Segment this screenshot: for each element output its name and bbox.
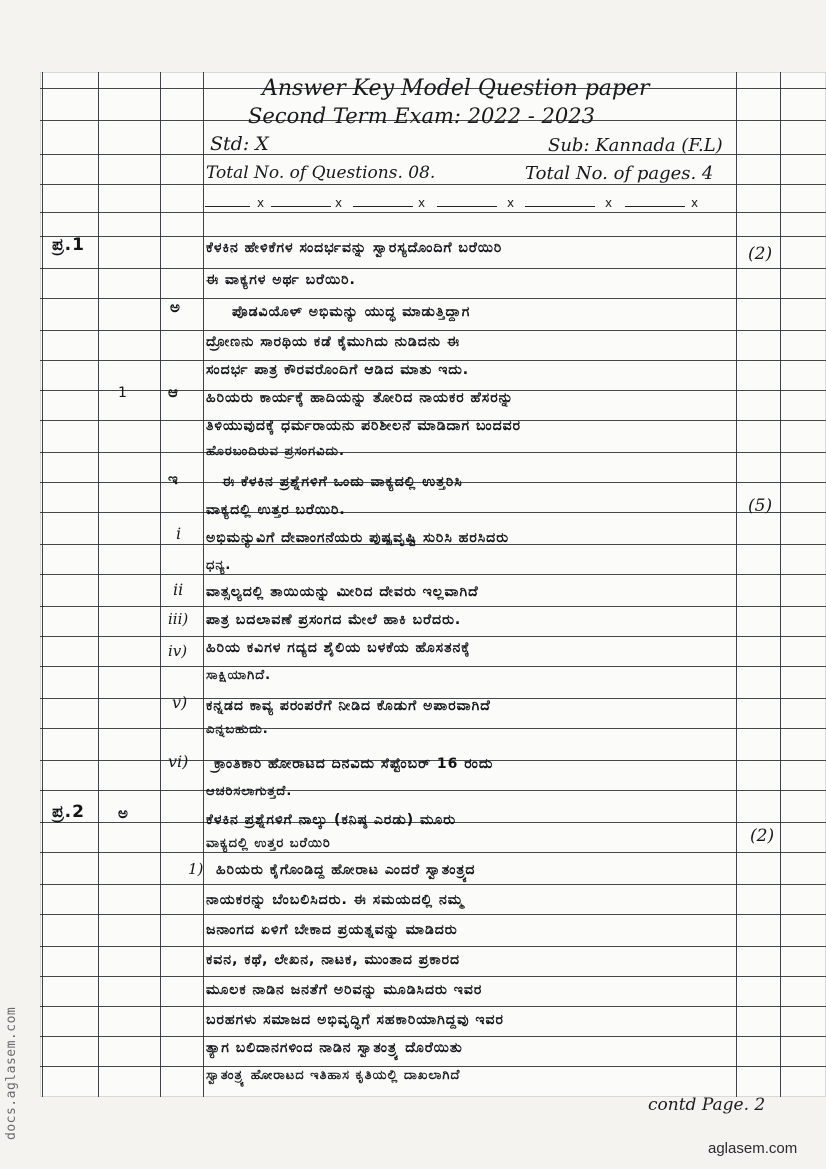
answer-line: ಧನ್ಯ. xyxy=(206,558,232,573)
answer-line: ಪಾತ್ರ ಬದಲಾವಣೆ ಪ್ರಸಂಗದ ಮೇಲೆ ಹಾಕಿ ಬರೆದರು. xyxy=(206,612,462,628)
sub-aa-label: ಆ xyxy=(168,383,179,401)
roman-iii: iii) xyxy=(168,610,189,628)
answer-line: ಮೂಲಕ ನಾಡಿನ ಜನತೆಗೆ ಅರಿವನ್ನು ಮೂಡಿಸಿದರು ಇವರ xyxy=(206,982,483,998)
answer-line: ಕೆಳಕಿನ ಪ್ರಶ್ನೆಗಳಿಗೆ ನಾಲ್ಕು (ಕನಿಷ್ಠ ಎರಡು) ಮೂರು xyxy=(206,812,457,828)
rule-line xyxy=(40,728,826,729)
answer-line: ಹಿರಿಯ ಕವಿಗಳ ಗದ್ಯದ ಶೈಲಿಯ ಬಳಕೆಯ ಹೊಸತನಕ್ಕೆ xyxy=(206,640,471,656)
answer-line: ದ್ರೋಣನು ಸಾರಥಿಯ ಕಡೆ ಕೈಮುಗಿದು ನುಡಿದನು ಈ xyxy=(206,334,461,350)
rule-line xyxy=(40,212,826,213)
sub-a-label: ಅ xyxy=(170,298,181,316)
roman-ii: ii xyxy=(173,580,184,599)
rule-line xyxy=(40,298,826,299)
answer-line: ಕವನ, ಕಥೆ, ಲೇಖನ, ನಾಟಕ, ಮುಂತಾದ ಪ್ರಕಾರದ xyxy=(206,952,461,968)
answer-line: ಆಚರಿಸಲಾಗುತ್ತದೆ. xyxy=(206,784,293,799)
total-questions: Total No. of Questions. 08. xyxy=(206,163,436,183)
rule-line xyxy=(40,1006,826,1007)
answer-line: ಹಿರಿಯರು ಕೈಗೊಂಡಿದ್ದ ಹೋರಾಟ ಎಂದರೆ ಸ್ವಾತಂತ್ರ್ಯದ xyxy=(216,862,476,878)
answer-line: ಈ ಕೆಳಕಿನ ಪ್ರಶ್ನೆಗಳಿಗೆ ಒಂದು ವಾಕ್ಯದಲ್ಲಿ ಉತ್ತರಿಸಿ xyxy=(222,474,463,490)
rule-line xyxy=(40,790,826,791)
rule-line xyxy=(40,1066,826,1067)
answer-line: ತ್ಯಾಗ ಬಲಿದಾನಗಳಿಂದ ನಾಡಿನ ಸ್ವಾತಂತ್ರ್ಯ ದೊರೆಯಿತು xyxy=(206,1040,463,1056)
answer-line: ವಾತ್ಸಲ್ಯದಲ್ಲಿ ತಾಯಿಯನ್ನು ಮೀರಿದ ದೇವರು ಇಲ್ಲವಾಗಿದೆ xyxy=(206,584,479,600)
answer-line: ಕ್ರಾಂತಿಕಾರಿ ಹೋರಾಟದ ದಿನವಿದು ಸೆಪ್ಟೆಂಬರ್ 16 ರಂದು xyxy=(214,756,494,772)
roman-i: i xyxy=(176,524,182,543)
total-pages: Total No. of pages. 4 xyxy=(525,163,714,184)
answer-line: ವಾಕ್ಯದಲ್ಲಿ ಉತ್ತರ ಬರೆಯಿರಿ. xyxy=(206,502,346,518)
rule-line xyxy=(40,452,826,453)
marks-q1: (2) xyxy=(748,244,773,264)
rule-line xyxy=(40,666,826,667)
answer-line: ಕೆಳಕಿನ ಹೇಳಿಕೆಗಳ ಸಂದರ್ಭವನ್ನು ಸ್ವಾರಸ್ಯದೊಂದಿಗೆ ಬರೆಯಿರಿ xyxy=(206,240,503,256)
rule-line xyxy=(40,512,826,513)
cross-mark: x xyxy=(507,196,515,210)
rule-line xyxy=(40,884,826,885)
cross-mark: x xyxy=(257,196,265,210)
cross-mark: x xyxy=(418,196,426,210)
answer-line: ಕನ್ನಡದ ಕಾವ್ಯ ಪರಂಪರೆಗೆ ನೀಡಿದ ಕೊಡುಗೆ ಅಪಾರವಾಗಿದೆ xyxy=(206,698,491,714)
answer-line: ಸಂದರ್ಭ ಪಾತ್ರ ಕೌರವರೊಂದಿಗೆ ಆಡಿದ ಮಾತು ಇದು. xyxy=(206,362,470,378)
question-1-label: ಪ್ರ.1 xyxy=(52,235,85,255)
rule-line xyxy=(40,330,826,331)
rule-line xyxy=(40,914,826,915)
answer-key-title: Answer Key Model Question paper xyxy=(262,76,650,101)
margin-line xyxy=(736,72,737,1097)
sub-i-label: ಇ xyxy=(168,470,179,488)
question-2-sub-a: ಅ xyxy=(118,804,129,822)
rule-line xyxy=(40,268,826,269)
answer-line: ತಿಳಿಯುವುದಕ್ಕೆ ಧರ್ಮರಾಯನು ಪರಿಶೀಲನೆ ಮಾಡಿದಾಗ ಬಂದವರ xyxy=(206,418,522,434)
separator-crosses xyxy=(205,196,735,212)
cross-mark: x xyxy=(335,196,343,210)
roman-vi: vi) xyxy=(168,752,189,771)
answer-line: ಈ ವಾಕ್ಯಗಳ ಅರ್ಥ ಬರೆಯಿರಿ. xyxy=(206,272,356,288)
site-watermark: aglasem.com xyxy=(708,1140,798,1157)
answer-line: ಸ್ವಾತಂತ್ರ್ಯ ಹೋರಾಟದ ಇತಿಹಾಸ ಕೃತಿಯಲ್ಲಿ ದಾಖಲಾಗಿದೆ xyxy=(206,1068,461,1083)
rule-line xyxy=(40,236,826,237)
answer-line: ಜನಾಂಗದ ಏಳಿಗೆ ಬೇಕಾದ ಪ್ರಯತ್ನವನ್ನು ಮಾಡಿದರು xyxy=(206,922,458,938)
marks-q1-part: (5) xyxy=(748,496,773,516)
answer-line: ಸಾಕ್ಷಿಯಾಗಿದೆ. xyxy=(206,668,272,683)
exam-title: Second Term Exam: 2022 - 2023 xyxy=(248,104,595,128)
roman-v: v) xyxy=(172,693,188,712)
margin-line xyxy=(203,72,204,1097)
rule-line xyxy=(40,636,826,637)
margin-line xyxy=(160,72,161,1097)
cross-mark: x xyxy=(605,196,613,210)
subject-label: Sub: Kannada (F.L) xyxy=(548,135,723,156)
cross-mark: x xyxy=(691,196,699,210)
answer-line: ಹಿರಿಯರು ಕಾರ್ಯಕ್ಕೆ ಹಾದಿಯನ್ನು ತೋರಿದ ನಾಯಕರ ಹೆಸರನ್ನು xyxy=(206,390,514,406)
standard-label: Std: X xyxy=(210,133,269,155)
side-watermark: docs.aglasem.com xyxy=(4,1006,19,1140)
answer-line: ಪೊಡವಿಯೊಳ್ ಅಭಿಮನ್ಯು ಯುದ್ಧ ಮಾಡುತ್ತಿದ್ದಾಗ xyxy=(232,304,471,320)
answer-line: ನಾಯಕರನ್ನು ಬೆಂಬಲಿಸಿದರು. ಈ ಸಮಯದಲ್ಲಿ ನಮ್ಮ xyxy=(206,892,464,908)
rule-line xyxy=(40,852,826,853)
continued-note: contd Page. 2 xyxy=(648,1095,766,1115)
margin-line xyxy=(98,72,99,1097)
answer-line: ಎನ್ನಬಹುದು. xyxy=(206,722,269,737)
rule-line xyxy=(40,946,826,947)
answer-line: ಅಭಿಮನ್ಯುವಿಗೆ ದೇವಾಂಗನೆಯರು ಪುಷ್ಪವೃಷ್ಟಿ ಸುರಿಸಿ ಹರಸಿದರು xyxy=(206,530,510,546)
rule-line xyxy=(40,1036,826,1037)
question-1-number: 1 xyxy=(118,385,128,401)
margin-line xyxy=(42,72,43,1097)
rule-line xyxy=(40,976,826,977)
q2-roman-1: 1) xyxy=(188,860,204,878)
answer-line: ಬರಹಗಳು ಸಮಾಜದ ಅಭಿವೃದ್ಧಿಗೆ ಸಹಕಾರಿಯಾಗಿದ್ದವು ಇವರ xyxy=(206,1012,504,1028)
rule-line xyxy=(40,574,826,575)
rule-line xyxy=(40,360,826,361)
rule-line xyxy=(40,606,826,607)
answer-line: ಹೊರಬಂದಿರುವ ಪ್ರಸಂಗವಿದು. xyxy=(206,444,345,459)
question-2-label: ಪ್ರ.2 xyxy=(52,802,85,822)
marks-q2: (2) xyxy=(750,826,775,846)
margin-line xyxy=(780,72,781,1097)
answer-line: ವಾಕ್ಯದಲ್ಲಿ ಉತ್ತರ ಬರೆಯಿರಿ xyxy=(206,836,331,851)
rule-line xyxy=(40,184,826,185)
roman-iv: iv) xyxy=(168,642,188,660)
